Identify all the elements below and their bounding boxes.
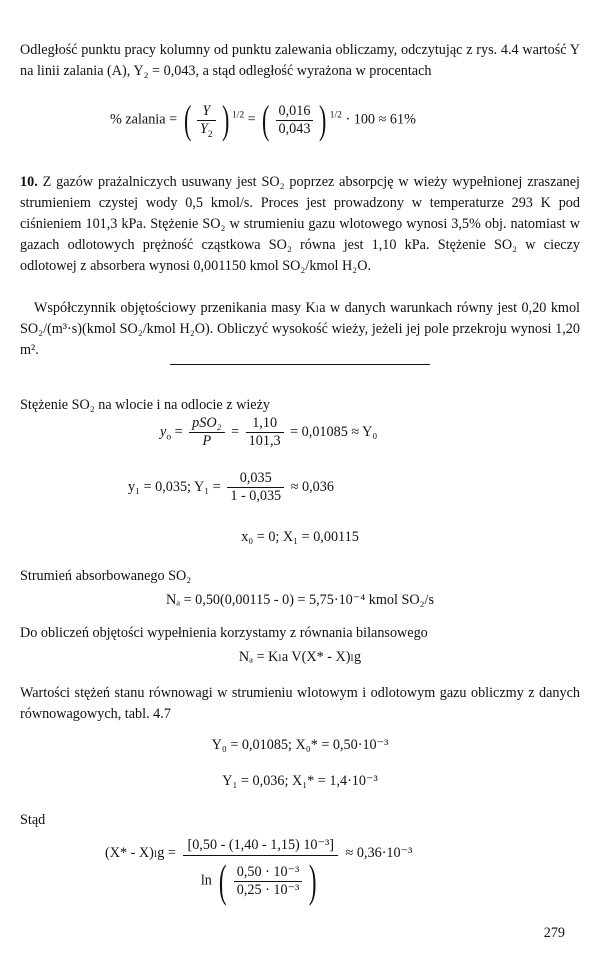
eq-result: ≈ 0,36·10⁻³: [345, 845, 413, 861]
frac-num-partial-pressure: pSO₂: [192, 415, 222, 431]
paragraph-coefficient: Współczynnik objętościowy przenikania masy Kₗa w danych warunkach równy jest 0,20 kmol SO₂/(m³·s)(kmol SO₂/kmol H₂O). Obliczyć wysokość wieży, jeżeli jej pole przekroju wynosi 1,20 m².: [20, 300, 580, 358]
paragraph-flood-point: Odległość punktu pracy kolumny od punktu zalewania obliczamy, odczytując z rys. 4.4 wartość Y na linii zalania (A), Y₂ = 0,043, a stąd odległość wyrażona w procentach: [20, 42, 580, 79]
eq-lhs: % zalania: [110, 111, 166, 128]
exponent-2: 1/2: [329, 110, 342, 121]
ln-frac-den: 0,25 · 10⁻³: [236, 881, 300, 898]
frac-den-pressure: P: [202, 433, 212, 449]
problem-number: 10.: [20, 174, 38, 190]
eq-lhs: y₁ = 0,035; Y₁ =: [128, 478, 221, 495]
problem-text: Z gazów prażalniczych usuwany jest SO₂ poprzez absorpcję w wieży wypełnionej zraszanej strumieniem czystej wody 0,5 kmol/s. Proces jest prowadzony w temperaturze 293 K pod ciśnieniem 101,3 kPa. Stężenie SO₂ w strumieniu gazu wlotowego wynosi 3,5% obj. natomiast w gazach odlotowych prężność cząstkowa SO₂ równa jest 1,10 kPa. Stężenie SO₂ w cieczy odlotowej z absorbera wynosi 0,001150 kmol SO₂/kmol H₂O.: [20, 174, 580, 274]
frac-den-y2: Y: [199, 120, 208, 137]
ln-frac-num: 0,50 · 10⁻³: [234, 864, 303, 882]
equation-balance: Nₐ = Kₗa V(X* - X)ₗg: [238, 649, 362, 665]
frac-num-y: Y: [202, 102, 211, 119]
exponent: 1/2: [231, 110, 245, 121]
eq-rest: · 100 ≈ 61%: [345, 111, 416, 128]
solution-intro: Stężenie SO₂ na wlocie i na odlocie z wieży: [20, 397, 270, 413]
frac-num: 0,035: [227, 470, 284, 488]
equation-x: x₀ = 0; X₁ = 0,00115: [241, 529, 359, 545]
frac-num: [0,50 - (1,40 - 1,15) 10⁻³]: [183, 835, 338, 856]
problem-10-statement: [20, 172, 580, 277]
equation-flood-percent: % zalania = ( $\frac{Y}{Y_2}$ ) $^{1/2}$ = ( $\frac{0,016}{0,043}$ ) $^{1/2}$ · 100 ≈ 61%: [110, 97, 416, 142]
frac-den-value: 0,043: [278, 120, 311, 137]
balance-label: Do obliczeń objętości wypełnienia korzystamy z równania bilansowego: [20, 625, 428, 641]
eq-result: ≈ 0,036: [290, 478, 334, 495]
separator-rule: [170, 364, 430, 365]
frac-num-value: 1,10: [246, 415, 284, 433]
frac-den: 1 - 0,035: [230, 488, 282, 504]
equation-na: Nₐ = 0,50(0,00115 - 0) = 5,75·10⁻⁴ kmol SO₂/s: [165, 592, 435, 608]
eq-lhs: (X* - X)ₗg =: [105, 845, 176, 861]
ln-label: ln: [200, 872, 212, 889]
equation-log-mean: (X* - X)ₗg = [0,50 - (1,40 - 1,15) 10⁻³] ln ( $\frac{\text{0,50 · 10⁻³}}{\text{0,25 · 10⁻³}}$ ) ≈ 0,36·10⁻³: [105, 837, 413, 906]
equilibrium-label: Wartości stężeń stanu równowagi w strumieniu wlotowym i odlotowym gazu obliczmy z danych równowagowych, tabl. 4.7: [20, 685, 580, 722]
equation-equilibrium-1: Y₀ = 0,01085; X₀* = 0,50·10⁻³: [211, 737, 389, 753]
equation-y0: $y_o$ = $\frac{\text{pSO₂}}{P}$ = $\frac{1,10}{101,3}$ = 0,01085 ≈ Y₀: [160, 415, 378, 449]
stad-label: Stąd: [20, 812, 46, 828]
equation-equilibrium-2: Y₁ = 0,036; X₁* = 1,4·10⁻³: [222, 773, 378, 789]
frac-den-value: 101,3: [248, 433, 281, 449]
frac-num-value: 0,016: [276, 103, 314, 121]
equation-y1: [128, 470, 334, 505]
flux-label: Strumień absorbowanego SO₂: [20, 568, 192, 584]
page-number: 279: [543, 925, 565, 941]
eq-result: = 0,01085 ≈ Y₀: [290, 423, 378, 440]
